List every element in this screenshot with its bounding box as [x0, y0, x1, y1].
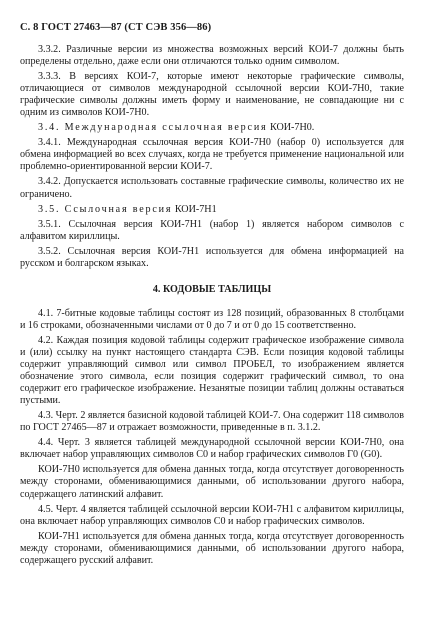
- paragraph-4-4-usage: КОИ-7Н0 используется для обмена данных тогда, когда отсутствует договоренность между сторонами, обменивающимися данными, об использовании другого набора, содержащего латинский алфавит.: [20, 464, 404, 500]
- paragraph-4-4: 4.4. Черт. 3 является таблицей международной ссылочной версии КОИ-7Н0, она включает набор управляющих символов C0 и набор графических символов Г0 (G0).: [20, 437, 404, 461]
- subsection-title-3-4: 3.4. Международная ссылочная версия: [38, 122, 268, 134]
- document-body: [20, 44, 404, 567]
- page-header: С. 8 ГОСТ 27463—87 (СТ СЭВ 356—86): [20, 22, 212, 33]
- paragraph-4-2: 4.2. Каждая позиция кодовой таблицы содержит графическое изображение символа и (или) ссылку на пункт настоящего стандарта СЭВ. Если позиция кодовой таблицы содержит управляющий символ или символ ПРОБЕЛ, то изображением является обозначение этого символа, если позиция содержит графический символ, то она содержит его графическое изображение. Незанятые позиции таблиц должны оставаться пустыми.: [20, 334, 404, 407]
- subsection-title-3-4-version: КОИ-7Н0.: [267, 122, 315, 134]
- paragraph-3-4-2: 3.4.2. Допускается использовать составные графические символы, количество их не ограничено.: [20, 176, 404, 200]
- paragraph-4-5-usage: КОИ-7Н1 используется для обмена данных тогда, когда отсутствует договоренность между сторонами, обменивающимися данными, об использовании другого набора, содержащего русский алфавит.: [20, 530, 404, 566]
- paragraph-3-4: [20, 122, 404, 134]
- paragraph-3-5-2: 3.5.2. Ссылочная версия КОИ-7Н1 используется для обмена информацией на русском и болгарском языках.: [20, 245, 404, 269]
- section-heading: 4. КОДОВЫЕ ТАБЛИЦЫ: [152, 283, 272, 295]
- paragraph-4-1: 4.1. 7-битные кодовые таблицы состоят из 128 позиций, образованных 8 столбцами и 16 строками, обозначенными числами от 0 до 7 и от 0 до 15 соответственно.: [20, 307, 404, 331]
- subsection-title-3-5-version: КОИ-7Н1: [172, 203, 217, 215]
- paragraph-3-5: [20, 204, 404, 216]
- paragraph-4-3: 4.3. Черт. 2 является базисной кодовой таблицей КОИ-7. Она содержит 118 символов по ГОСТ 27465—87 и отражает возможности, приведенные в п. 3.1.2.: [20, 410, 404, 434]
- paragraph-3-3-3: 3.3.3. В версиях КОИ-7, которые имеют некоторые графические символы, отличающиеся от символов международной ссылочной версии КОИ-7Н0, такие графические символы должны иметь форму и наименование, не совпадающие ни с одним из символов КОИ-7Н0.: [20, 71, 404, 119]
- subsection-title-3-5: 3.5. Ссылочная версия: [38, 203, 173, 215]
- paragraph-3-5-1: 3.5.1. Ссылочная версия КОИ-7Н1 (набор 1) является набором символов с алфавитом кириллицы.: [20, 218, 404, 242]
- paragraph-4-5: 4.5. Черт. 4 является таблицей ссылочной версии КОИ-7Н1 с алфавитом кириллицы, она включает набор управляющих символов C0 и набор графических символов.: [20, 503, 404, 527]
- paragraph-3-4-1: 3.4.1. Международная ссылочная версия КОИ-7Н0 (набор 0) используется для обмена информацией во всех случаях, когда не требуется применение национальной или проблемно-ориентированной версии КОИ-7.: [20, 137, 404, 173]
- paragraph-3-3-2: 3.3.2. Различные версии из множества возможных версий КОИ-7 должны быть определены отдельно, даже если они отличаются только одним символом.: [20, 44, 404, 68]
